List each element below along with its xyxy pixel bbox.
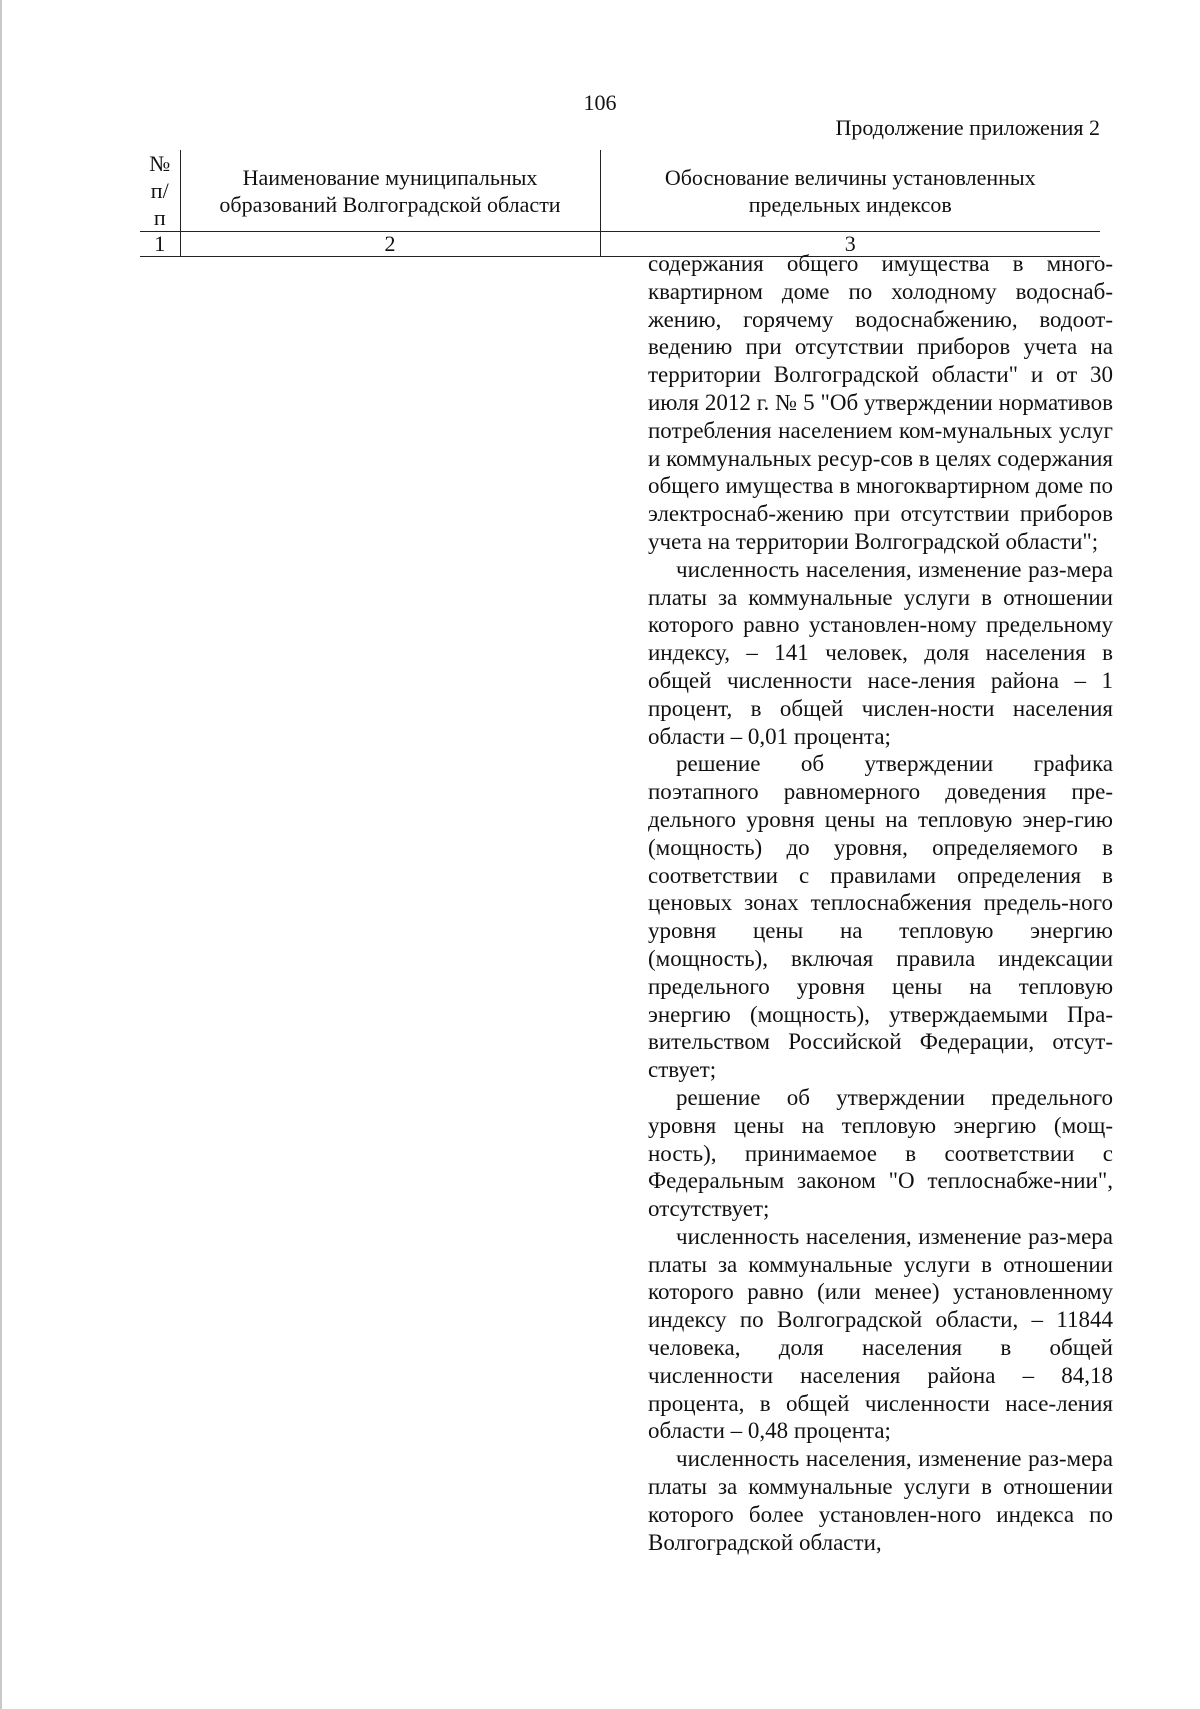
header-number-line2: п/п: [150, 178, 169, 230]
header-municipality-name: [180, 150, 600, 232]
header-basis-line2: предельных индексов: [748, 191, 952, 217]
header-index-basis: [600, 150, 1100, 232]
basis-paragraph: решение об утверждении предельного уровня цены на тепловую энергию (мощ-ность), принимаемое в соответствии с Федеральным законом "О теплоснабже-нии", отсутствует;: [648, 1084, 1113, 1222]
header-number-line1: №: [149, 151, 171, 176]
table-header-row: [140, 150, 1100, 232]
header-basis-line1: Обоснование величины установленных: [664, 164, 1036, 190]
page-edge: [0, 0, 2, 1709]
basis-paragraph: численность населения, изменение раз-мера платы за коммунальные услуги в отношении которого более установлен-ного индекса по Волгоградской области,: [648, 1446, 1113, 1555]
header-name-line1: Наименование муниципальных: [242, 164, 538, 190]
page-number: 106: [583, 90, 617, 115]
column-number-1: 1: [140, 232, 180, 257]
basis-paragraph: численность населения, изменение раз-мера платы за коммунальные услуги в отношении которого равно установлен-ному предельному индексу, – 141 человек, доля населения в общей численности насе-ления района – 1 процент, в общей числен-ности населения области – 0,01 процента;: [648, 556, 1113, 749]
appendix-table-header: [140, 150, 1100, 257]
appendix-continuation-note: Продолжение приложения 2: [835, 115, 1100, 140]
header-name-line2: образований Волгоградской области: [219, 191, 561, 217]
column-number-2: 2: [180, 232, 600, 257]
basis-paragraph: содержания общего имущества в много-квартирном доме по холодному водоснаб-жению, горячему водоснабжению, водоот-ведению при отсутствии приборов учета на территории Волгоградской области" и от 30 июля 2012 г. № 5 "Об утверждении нормативов потребления населением ком-мунальных услуг и коммунальных ресур-сов в целях содержания общего имущества в многоквартирном доме по электроснаб-жению при отсутствии приборов учета на территории Волгоградской области";: [648, 251, 1113, 554]
column-number-3: 3: [600, 232, 1100, 257]
header-number: [140, 150, 180, 232]
index-basis-text: [648, 250, 1113, 1556]
basis-paragraph: численность населения, изменение раз-мера платы за коммунальные услуги в отношении которого равно (или менее) установленному индексу по Волгоградской области, – 11844 человека, доля населения в общей численности населения района – 84,18 процента, в общей численности насе-ления области – 0,48 процента;: [648, 1223, 1113, 1444]
basis-paragraph: решение об утверждении графика поэтапного равномерного доведения пре-дельного уровня цены на тепловую энер-гию (мощность) до уровня, определяемого в соответствии с правилами определения в ценовых зонах теплоснабжения предель-ного уровня цены на тепловую энергию (мощность), включая правила индексации предельного уровня цены на тепловую энергию (мощность), утверждаемыми Пра-вительством Российской Федерации, отсут-ствует;: [648, 751, 1113, 1083]
